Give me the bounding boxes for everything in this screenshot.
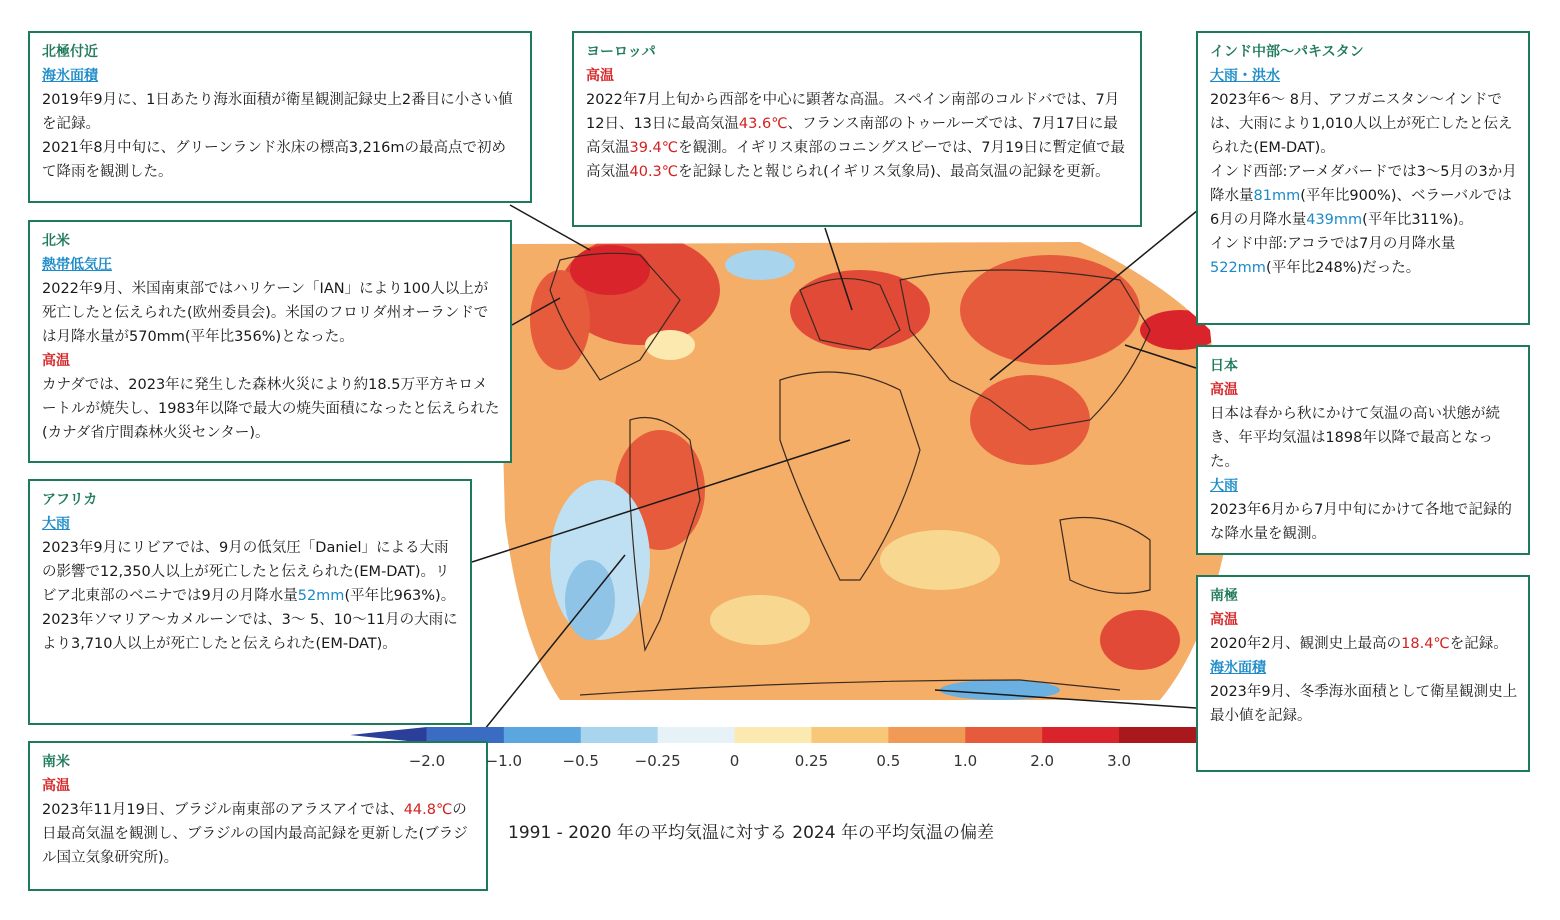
colorbar-tick-label: −1.0	[485, 752, 523, 770]
colorbar-segment	[1119, 727, 1196, 743]
paragraph: カナダでは、2023年に発生した森林火災により約18.5万平方キロメートルが焼失し、1983年以降で最大の焼失面積になったと伝えられた(カナダ省庁間森林火災センター)。	[42, 377, 500, 441]
paragraph: 2023年11月19日、ブラジル南東部のアラスアイでは、44.8℃の日最高気温を観測し、ブラジルの国内最高記録を更新した(ブラジル国立気象研究所)。	[42, 802, 468, 866]
colorbar-segment	[888, 727, 965, 743]
map-background	[490, 230, 1250, 720]
paragraph: 2023年9月、冬季海氷面積として衛星観測史上最小値を記録。	[1210, 684, 1518, 724]
region-title: インド中部〜パキスタン	[1210, 44, 1364, 60]
paragraph: 2023年6月から7月中旬にかけて各地で記録的な降水量を観測。	[1210, 502, 1512, 542]
value-toulouse: 39.4℃	[629, 140, 679, 156]
category-heavy-rain: 大雨	[42, 516, 70, 532]
value-benina: 52mm	[297, 588, 345, 604]
value-ahmedabad: 81mm	[1253, 188, 1301, 204]
colorbar-tick-label: 1.0	[953, 752, 978, 770]
region-title: 日本	[1210, 358, 1238, 374]
category-heavy-rain: 大雨	[1210, 478, 1238, 494]
category-heat: 高温	[42, 778, 70, 794]
category-heat: 高温	[586, 68, 614, 84]
category-tropical-cyclone: 熱帯低気圧	[42, 257, 112, 273]
box-antarctica	[1196, 575, 1530, 772]
region-title: 北極付近	[42, 44, 98, 60]
value-akola: 522mm	[1210, 260, 1266, 276]
colorbar-segment	[581, 727, 658, 743]
map-caption: 1991 - 2020 年の平均気温に対する 2024 年の平均気温の偏差	[508, 823, 994, 843]
colorbar-segment	[1042, 727, 1119, 743]
colorbar-tick-label: −2.0	[408, 752, 446, 770]
category-sea-ice: 海氷面積	[1210, 660, 1266, 676]
colorbar-tick-label: 3.0	[1107, 752, 1132, 770]
paragraph: 2021年8月中旬に、グリーンランド氷床の標高3,216mの最高点で初めて降雨を観測した。	[42, 140, 506, 180]
box-europe	[572, 31, 1142, 227]
box-north-america	[28, 220, 512, 463]
category-heat: 高温	[1210, 382, 1238, 398]
category-heat: 高温	[1210, 612, 1238, 628]
value-cordoba: 43.6℃	[738, 116, 788, 132]
colorbar-tick-label: 0.25	[794, 752, 829, 770]
region-title: ヨーロッパ	[586, 44, 656, 60]
value-coningsby: 40.3℃	[629, 164, 679, 180]
colorbar-tick-label: 2.0	[1030, 752, 1055, 770]
paragraph: 日本は春から秋にかけて気温の高い状態が続き、年平均気温は1898年以降で最高となった。	[1210, 406, 1500, 470]
colorbar-segment	[504, 727, 581, 743]
colorbar-segment	[658, 727, 735, 743]
box-africa	[28, 479, 472, 725]
colorbar-tick-label: −0.5	[562, 752, 599, 770]
colorbar-tick-label: 0	[729, 752, 740, 770]
category-heat: 高温	[42, 353, 70, 369]
paragraph: 2023年6〜 8月、アフガニスタン〜インドでは、大雨により1,010人以上が死亡したと伝えられた(EM-DAT)。	[1210, 92, 1513, 156]
paragraph: 2019年9月に、1日あたり海氷面積が衛星観測記録史上2番目に小さい値を記録。	[42, 92, 513, 132]
paragraph: 2020年2月、観測史上最高の18.4℃を記録。	[1210, 636, 1508, 652]
value-veraval: 439mm	[1306, 212, 1363, 228]
category-heavy-rain: 大雨・洪水	[1210, 68, 1280, 84]
box-india-pakistan	[1196, 31, 1530, 325]
colorbar-segment	[735, 727, 812, 743]
value-araçuaí-temp: 44.8℃	[403, 802, 453, 818]
box-arctic	[28, 31, 532, 203]
paragraph: インド中部:アコラでは7月の月降水量522mm(平年比248%)だった。	[1210, 236, 1456, 276]
colorbar-segment	[965, 727, 1042, 743]
paragraph: 2022年7月上旬から西部を中心に顕著な高温。スペイン南部のコルドバでは、7月12日、13日に最高気温43.6℃、フランス南部のトゥールーズでは、7月17日に最高気温39.4℃を観測。イギリス東部のコニングスビーでは、7月19日に暫定値で最高気温40.3℃を記録したと報じられ(イギリス気象局)、最高気温の記録を更新。	[586, 92, 1125, 180]
paragraph: 2022年9月、米国南東部ではハリケーン「IAN」により100人以上が死亡したと伝えられた(欧州委員会)。米国のフロリダ州オーランドでは月降水量が570mm(平年比356%)となった。	[42, 281, 489, 345]
category-sea-ice: 海氷面積	[42, 68, 98, 84]
colorbar-tick-label: −0.25	[634, 752, 681, 770]
paragraph: 2023年ソマリア〜カメルーンでは、3〜 5、10〜11月の大雨により3,710人以上が死亡したと伝えられた(EM-DAT)。	[42, 612, 458, 652]
region-title: アフリカ	[42, 492, 98, 508]
region-title: 北米	[42, 233, 70, 249]
colorbar-tick-label: 0.5	[876, 752, 901, 770]
value-antarctica-temp: 18.4℃	[1401, 636, 1450, 652]
paragraph: インド西部:アーメダバードでは3〜5月の3か月降水量81mm(平年比900%)、ベラーバルでは6月の月降水量439mm(平年比311%)。	[1210, 164, 1517, 228]
box-japan	[1196, 345, 1530, 555]
region-title: 南極	[1210, 588, 1238, 604]
colorbar-segment	[811, 727, 888, 743]
paragraph: 2023年9月にリビアでは、9月の低気圧「Daniel」による大雨の影響で12,350人以上が死亡したと伝えられた(EM-DAT)。リビア北東部のベニナでは9月の月降水量52mm(平年比963%)。	[42, 540, 456, 604]
region-title: 南米	[42, 754, 70, 770]
